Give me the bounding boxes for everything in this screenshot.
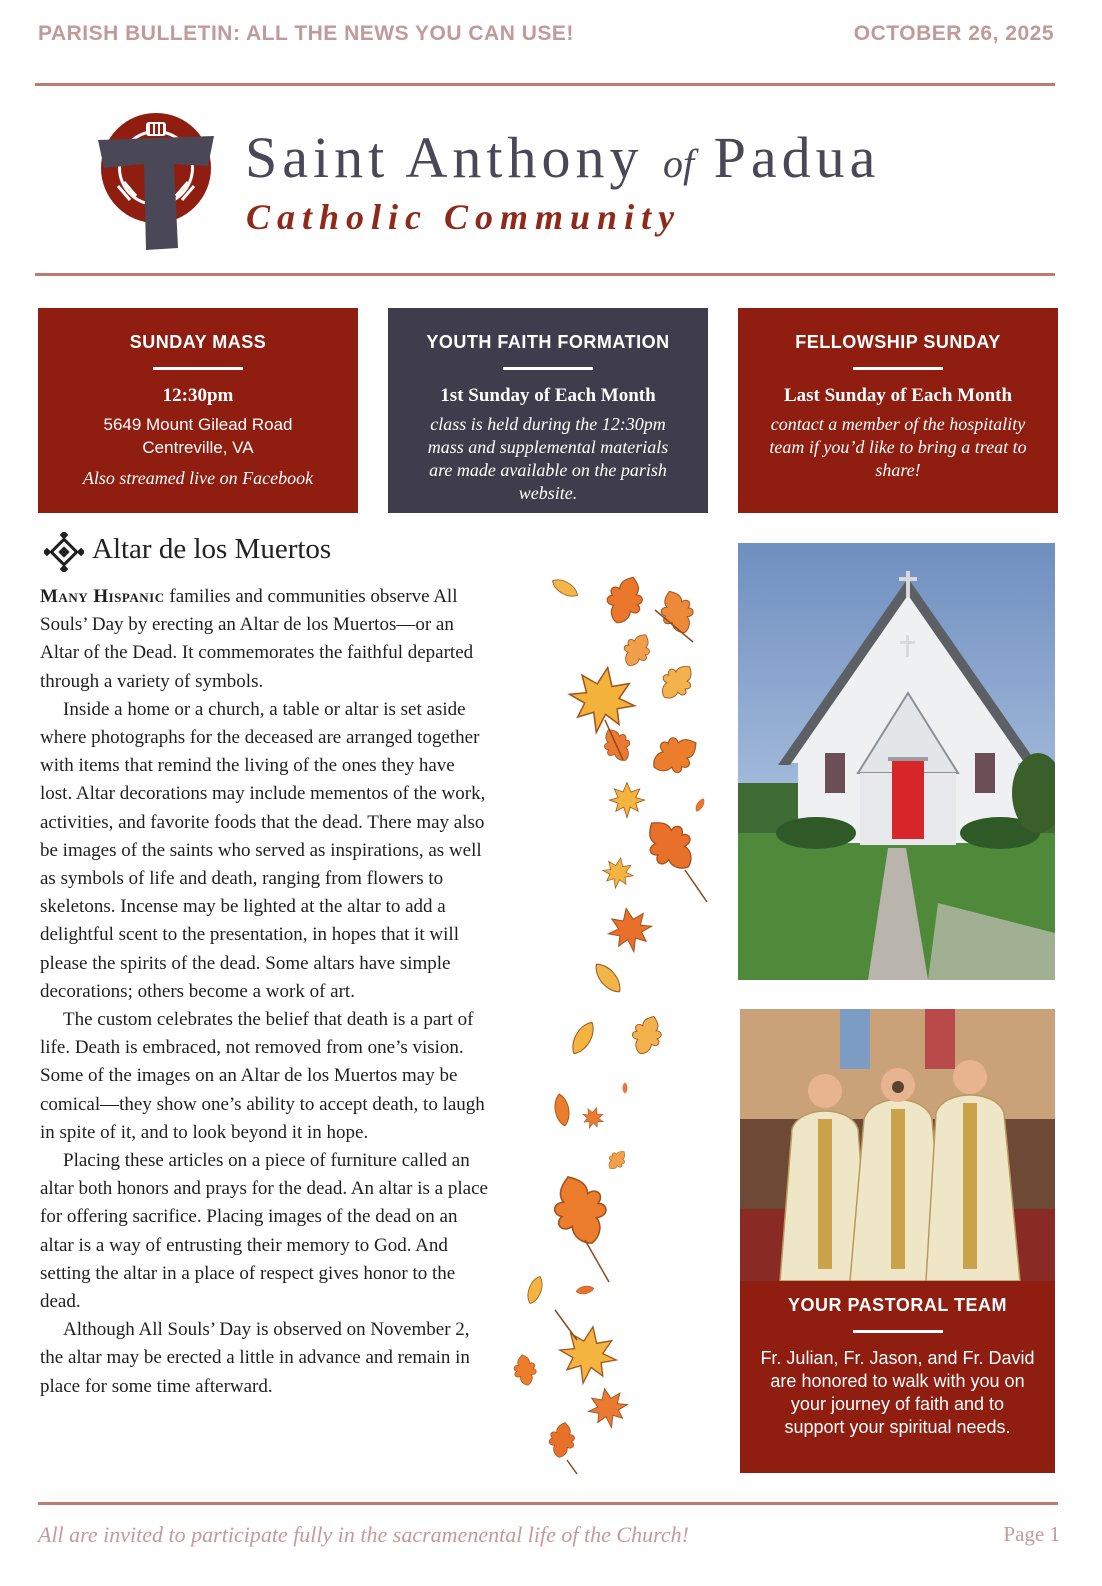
box-title: YOUTH FAITH FORMATION (426, 332, 670, 352)
box-divider (853, 367, 943, 370)
box-title: FELLOWSHIP SUNDAY (795, 332, 1001, 352)
fellowship-schedule: Last Sunday of Each Month (783, 385, 1013, 406)
box-divider (503, 367, 593, 370)
article-paragraph: The custom celebrates the belief that death is a part of life. Death is embraced, not removed from one’s vision. Some of the images on an Altar de los Muertos may be comical—they show one’s ability to accept death, to laugh in spite of it, and to look beyond it in hope. (40, 1009, 485, 1143)
article-paragraph: Placing these articles on a piece of furniture called an altar both honors and prays for the dead. An altar is a place for offering sacrifice. Placing images of the dead on an altar is a way of entrusting their memory to God. And setting the altar in a place of respect gives honor to the dead. (40, 1150, 488, 1313)
church-photo (738, 543, 1055, 980)
fellowship-box (738, 308, 1058, 513)
youth-formation-box (388, 308, 708, 513)
parish-name: Saint Anthony of Padua (245, 125, 881, 190)
article-paragraph: Inside a home or a church, a table or altar is set aside where photographs for the deceased are arranged together with items that remind the living of the ones they have lost. Altar decorations may include mementos of the work, activities, and favorite foods that the dead. There may also be images of the saints who served as inspirations, as well as symbols of life and death, ranging from flowers to skeletons. Incense may be lighted at the altar to add a delightful scent to the presentation, in hopes that it will please the spirits of the dead. Some altars have simple decorations; others become a work of art. (40, 698, 486, 1002)
ornament-icon (44, 532, 84, 572)
fellowship-note: contact a member of the hospitality team if you’d like to bring a treat to share! (769, 414, 1027, 480)
page-number: Page 1 (1003, 1522, 1060, 1546)
article-title: Altar de los Muertos (92, 533, 332, 565)
bulletin-date: OCTOBER 26, 2025 (853, 22, 1054, 45)
mass-address: 5649 Mount Gilead Road Centreville, VA (103, 415, 293, 457)
pastoral-team-box (740, 1281, 1055, 1473)
article-paragraph: Many Hispanic families and communities observe All Souls’ Day by erecting an Altar de los Muertos—or an Altar of the Dead. It commemorates the faithful departed through a variety of symbols. (40, 586, 474, 692)
formation-note: class is held during the 12:30pm mass and supplemental materials are made available on the parish website. (427, 414, 669, 503)
box-divider (153, 367, 243, 370)
logo-divider (35, 273, 1055, 276)
box-divider (853, 1330, 943, 1333)
team-title: YOUR PASTORAL TEAM (787, 1295, 1007, 1315)
footer-tagline: All are invited to participate fully in the sacramenental life of the Church! (38, 1522, 689, 1547)
mass-time: 12:30pm (162, 385, 234, 406)
parish-subtitle: Catholic Community (246, 197, 682, 237)
article-paragraph: Although All Souls’ Day is observed on November 2, the altar may be erected a little in advance and remain in place for some time afterward. (40, 1319, 470, 1397)
bulletin-title: PARISH BULLETIN: ALL THE NEWS YOU CAN USE! (38, 22, 574, 45)
box-title: SUNDAY MASS (129, 332, 267, 352)
formation-schedule: 1st Sunday of Each Month (440, 385, 656, 406)
article-body (40, 583, 490, 1401)
bottom-divider (38, 1502, 1058, 1505)
autumn-leaves-decoration (505, 560, 720, 1480)
team-text: Fr. Julian, Fr. Jason, and Fr. David are honored to walk with you on your journey of faith and to support your spiritual needs. (760, 1348, 1035, 1437)
top-divider (35, 83, 1055, 86)
mass-stream-note: Also streamed live on Facebook (82, 468, 314, 488)
pastoral-team-photo (740, 1009, 1055, 1281)
sunday-mass-box (38, 308, 358, 513)
parish-logo-icon (96, 108, 220, 250)
